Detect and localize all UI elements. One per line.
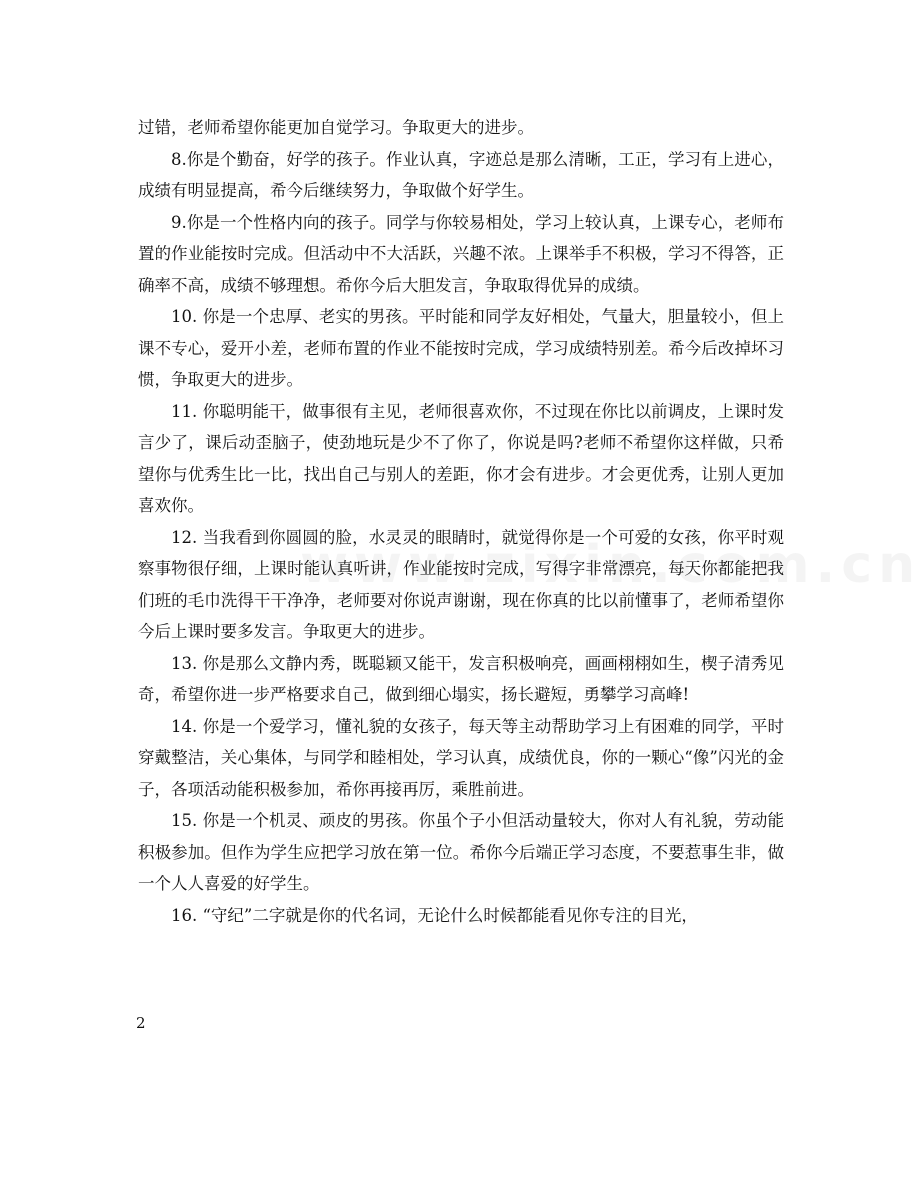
paragraph-8: 8.你是个勤奋，好学的孩子。作业认真，字迹总是那么清晰，工正，学习有上进心，成绩有明显提高，希今后继续努力，争取做个好学生。 xyxy=(138,149,784,200)
paragraph-continued: 过错，老师希望你能更加自觉学习。争取更大的进步。 xyxy=(138,118,534,137)
page-number: 2 xyxy=(136,1014,146,1032)
paragraph-15: 15. 你是一个机灵、顽皮的男孩。你虽个子小但活动量较大，你对人有礼貌，劳动能积极参加。但作为学生应把学习放在第一位。希你今后端正学习态度，不要惹事生非，做一个人人喜爱的好学生。 xyxy=(138,811,784,893)
paragraph-12: 12. 当我看到你圆圆的脸，水灵灵的眼睛时，就觉得你是一个可爱的女孩，你平时观察事物很仔细，上课时能认真听讲，作业能按时完成，写得字非常漂亮，每天你都能把我们班的毛巾洗得干干净净，老师要对你说声谢谢，现在你真的比以前懂事了，老师希望你今后上课时要多发言。争取更大的进步。 xyxy=(138,527,784,641)
body-text xyxy=(138,112,784,931)
paragraph-16: 16. “守纪”二字就是你的代名词，无论什么时候都能看见你专注的目光， xyxy=(171,905,698,925)
paragraph-10: 10. 你是一个忠厚、老实的男孩。平时能和同学友好相处，气量大，胆量较小，但上课不专心，爱开小差，老师布置的作业不能按时完成，学习成绩特别差。希今后改掉坏习惯，争取更大的进步。 xyxy=(138,307,784,389)
paragraph-9: 9.你是一个性格内向的孩子。同学与你较易相处，学习上较认真，上课专心，老师布置的作业能按时完成。但活动中不大活跃，兴趣不浓。上课举手不积极，学习不得答，正确率不高，成绩不够理想。希你今后大胆发言，争取取得优异的成绩。 xyxy=(138,212,784,295)
paragraph-14: 14. 你是一个爱学习，懂礼貌的女孩子，每天等主动帮助学习上有困难的同学，平时穿戴整洁，关心集体，与同学和睦相处，学习认真，成绩优良，你的一颗心“像”闪光的金子，各项活动能积极参加，希你再接再厉，乘胜前进。 xyxy=(138,716,784,799)
paragraph-11: 11. 你聪明能干，做事很有主见，老师很喜欢你，不过现在你比以前调皮，上课时发言少了，课后动歪脑子，使劲地玩是少不了你了，你说是吗?老师不希望你这样做，只希望你与优秀生比一比，找出自己与别人的差距，你才会有进步。才会更优秀，让别人更加喜欢你。 xyxy=(138,401,784,515)
paragraph-13: 13. 你是那么文静内秀，既聪颖又能干，发言积极响亮，画画栩栩如生，楔子清秀见奇，希望你进一步严格要求自己，做到细心塌实，扬长避短，勇攀学习高峰! xyxy=(138,653,784,704)
